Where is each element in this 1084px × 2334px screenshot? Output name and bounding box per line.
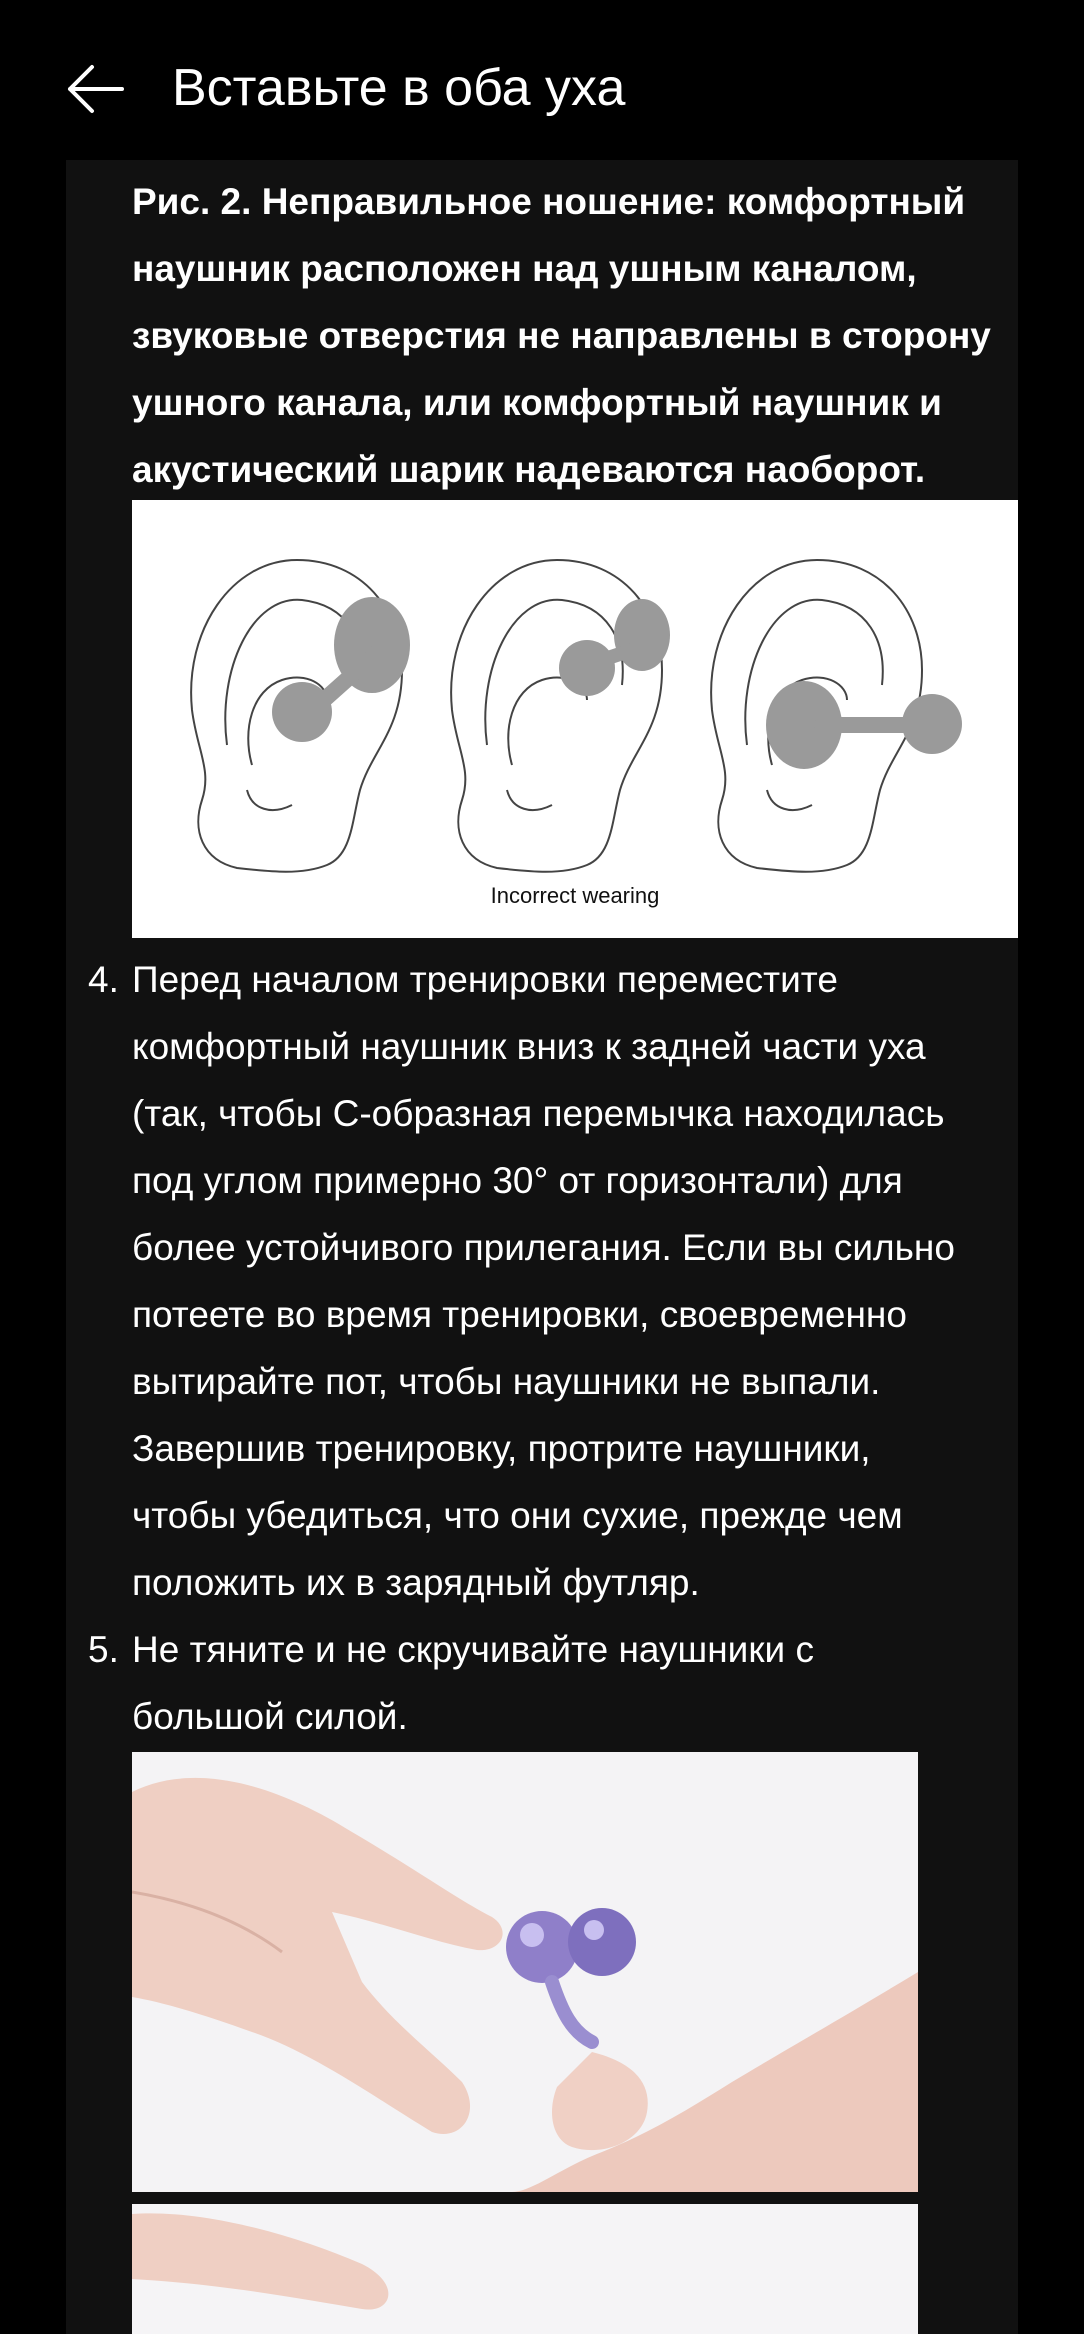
ear-illustration <box>132 500 1018 938</box>
step-line: большой силой. <box>132 1696 408 1737</box>
step-number: 4. <box>88 959 119 1000</box>
incorrect-wearing-figure <box>132 500 1018 938</box>
figure-label: Incorrect wearing <box>490 883 660 908</box>
step-line: чтобы убедиться, что они сухие, прежде чем <box>132 1495 903 1536</box>
caption-line: акустический шарик надеваются наоборот. <box>132 449 926 490</box>
step-line: Не тяните и не скручивайте наушники с <box>132 1629 814 1670</box>
back-button[interactable] <box>62 56 128 122</box>
step-line: под углом примерно 30° от горизонтали) для <box>132 1160 903 1201</box>
article-content <box>66 160 1018 2334</box>
arrow-left-icon <box>66 64 124 114</box>
caption-line: наушник расположен над ушным каналом, <box>132 248 917 289</box>
step-line: (так, чтобы С-образная перемычка находилась <box>132 1093 945 1134</box>
step-text <box>132 1616 1018 1750</box>
list-item-step-5 <box>66 1616 1018 1750</box>
step-line: Перед началом тренировки переместите <box>132 959 838 1000</box>
page-title: Вставьте в оба уха <box>172 59 626 117</box>
hands-holding-earbuds-image <box>132 2204 918 2334</box>
earbuds-handling-photo-2 <box>132 2204 918 2334</box>
figure-caption <box>132 168 1012 503</box>
list-item-step-4 <box>66 946 1018 1616</box>
caption-line: звуковые отверстия не направлены в сторону <box>132 315 991 356</box>
app-bar <box>0 0 1084 160</box>
hands-holding-earbuds-image <box>132 1752 918 2192</box>
caption-line: ушного канала, или комфортный наушник и <box>132 382 942 423</box>
step-line: более устойчивого прилегания. Если вы сильно <box>132 1227 955 1268</box>
step-line: положить их в зарядный футляр. <box>132 1562 700 1603</box>
step-line: потеете во время тренировки, своевременно <box>132 1294 907 1335</box>
caption-line: Рис. 2. Неправильное ношение: комфортный <box>132 181 966 222</box>
step-number: 5. <box>88 1629 119 1670</box>
earbuds-handling-photo <box>132 1752 918 2192</box>
earbud-shape <box>506 1911 578 1983</box>
step-text <box>132 946 1018 1616</box>
step-line: Завершив тренировку, протрите наушники, <box>132 1428 871 1469</box>
step-line: комфортный наушник вниз к задней части уха <box>132 1026 926 1067</box>
step-line: вытирайте пот, чтобы наушники не выпали. <box>132 1361 881 1402</box>
